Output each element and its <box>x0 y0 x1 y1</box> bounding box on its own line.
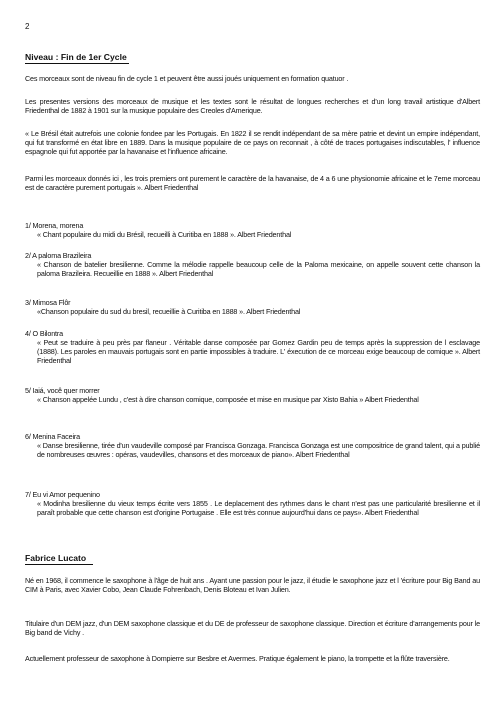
piece-5 <box>25 378 480 414</box>
piece-desc: « Danse bresilienne, tirée d'un vaudeville composé par Francisca Gonzaga. Francisca Gonzaga est une compositrice de grand talent, qui a publié de nombreuses œuvres : opéras, vaudevilles, chansons et des morceaux de piano». Albert Friedenthal <box>37 440 480 459</box>
versions-text: Les presentes versions des morceaux de musique et les textes sont le résultat de longues recherches et d'un long travail artistique d'Albert Friedenthal de 1882 à 1901 sur la musique populaire des Creoles d'Amerique. <box>25 97 480 115</box>
author-bio-2: Titulaire d'un DEM jazz, d'un DEM saxophone classique et du DE de professeur de saxophone classique. Direction et écriture d'arrangements pour le Big band de Vichy . <box>25 619 480 637</box>
piece-4 <box>25 321 480 374</box>
piece-title: 7/ Eu vi Amor pequenino <box>25 489 100 499</box>
piece-title: 3/ Mimosa Flôr <box>25 297 71 307</box>
piece-desc: «Chanson populaire du sud du bresil, recueillie à Curitiba en 1888 ». Albert Friedenthal <box>37 306 301 316</box>
intro-text: Ces morceaux sont de niveau fin de cycle 1 et peuvent être aussi joués uniquement en formation quatuor . <box>25 74 349 83</box>
page-number: 2 <box>25 22 30 31</box>
piece-title: 2/ A paloma Brazileira <box>25 250 92 260</box>
level-heading: Niveau : Fin de 1er Cycle <box>25 52 127 62</box>
piece-desc: « Chanson de batelier bresilienne. Comme la mélodie rappelle beaucoup celle de la Paloma mexicaine, on appelle souvent cette chanson la paloma Brazileira. Recueillie en 1888 ». Albert Friedenthal <box>37 259 480 278</box>
author-heading-underline <box>25 564 93 565</box>
piece-7 <box>25 482 480 527</box>
piece-title: 4/ O Bilontra <box>25 328 63 338</box>
author-bio-1: Né en 1968, il commence le saxophone à l'âge de huit ans . Ayant une passion pour le jazz, il étudie le saxophone jazz et l 'écriture pour Big Band au CIM à Paris, avec Xavier Cobo, Jean Claude Fohrenbach, Denis Bloteau et Ivan Julien. <box>25 576 480 594</box>
brazil-quote-end: Parmi les morceaux donnés ici , les trois premiers ont purement le caractère de la havanaise, de 4 a 6 une physionomie africaine et le 7eme morceau est de caractère purement portugais ». Albert Friedenthal <box>25 174 480 192</box>
piece-6 <box>25 424 480 469</box>
piece-desc: « Peut se traduire à peu près par flaneur . Véritable danse composée par Gomez Gardin peu de temps après la suppression de l esclavage (1888). Les paroles en mauvais portugais sont en partie impossibles à traduire. L' éxecution de ce morceau exige beaucoup de comique ». Albert Friedenthal <box>37 337 480 365</box>
author-heading: Fabrice Lucato <box>25 553 87 563</box>
piece-desc: « Chanson appelée Lundu , c'est à dire chanson comique, composée et mise en musique par Xisto Bahia » Albert Friedenthal <box>37 394 419 404</box>
piece-desc: « Chant populaire du midi du Brésil, recueilli à Curitiba en 1888 ». Albert Friedenthal <box>37 229 292 239</box>
piece-title: 5/ Iaiá, você quer morrer <box>25 385 100 395</box>
piece-title: 6/ Menina Faceira <box>25 431 80 441</box>
piece-desc: « Modinha bresilienne du vieux temps écrite vers 1855 . Le deplacement des rythmes dans le chant n'est pas une particularité bresilienne et il paraît probable que cette chanson est d'origine Portugaise . Elle est très connue aujourd'hui dans ce pays». Albert Friedenthal <box>37 498 480 517</box>
level-heading-underline <box>25 63 129 64</box>
author-bio-3: Actuellement professeur de saxophone à Dompierre sur Besbre et Avermes. Pratique également le piano, la trompette et la flûte traversière. <box>25 654 450 663</box>
piece-title: 1/ Morena, morena <box>25 220 84 230</box>
piece-2 <box>25 243 480 288</box>
brazil-quote: « Le Brésil était autrefois une colonie fondee par les Portugais. En 1822 il se rendit indépendant de sa mère patrie et devint un empire indépendant, qui fut transformé en état libre en 1889. Dans la musique populaire de ce pays on reconnait , à côté de traces portugaises indiscutables, l' influence espagnole qui fut apportée par la havanaise et l'influence africaine. <box>25 129 480 156</box>
